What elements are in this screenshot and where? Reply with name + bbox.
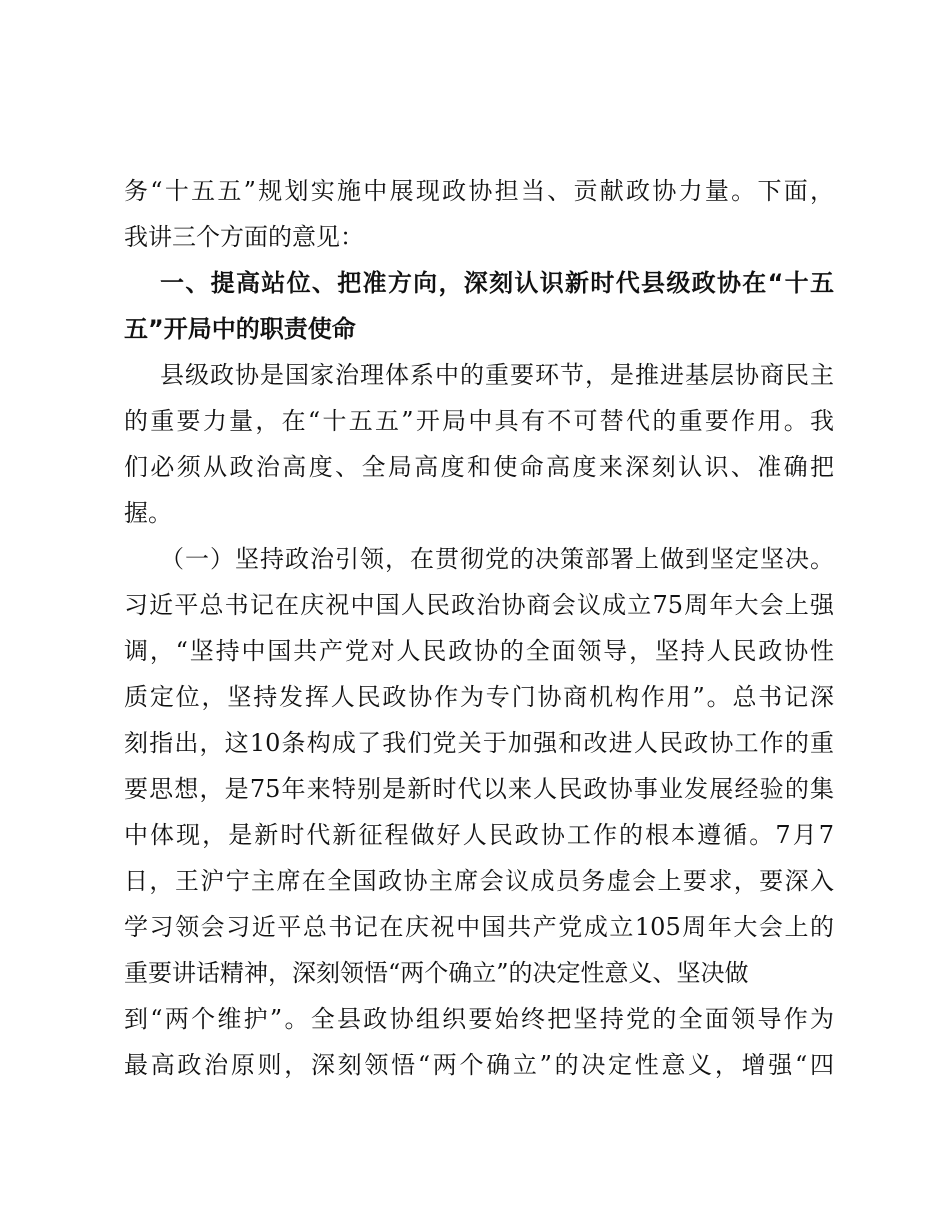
text-line: 日，王沪宁主席在全国政协主席会议成员务虚会上要求，要深入: [124, 867, 834, 895]
text-line: 们必须从政治高度、全局高度和使命高度来深刻认识、准确把: [124, 453, 834, 481]
text-line: 握。: [124, 499, 172, 527]
text-line: 中体现，是新时代新征程做好人民政协工作的根本遵循。7月7: [124, 821, 834, 849]
text-line: 质定位，坚持发挥人民政协作为专门协商机构作用”。总书记深: [124, 683, 834, 711]
text-line: 务“十五五”规划实施中展现政协担当、贡献政协力量。下面，: [124, 177, 834, 205]
text-line: 刻指出，这10条构成了我们党关于加强和改进人民政协工作的重: [124, 729, 834, 757]
text-line: 习近平总书记在庆祝中国人民政治协商会议成立75周年大会上强: [124, 591, 834, 619]
text-line: 要思想，是75年来特别是新时代以来人民政协事业发展经验的集: [124, 775, 834, 803]
text-line: （一）坚持政治引领，在贯彻党的决策部署上做到坚定坚决。: [160, 545, 834, 573]
text-line: 我讲三个方面的意见：: [124, 223, 364, 251]
text-line: 调，“坚持中国共产党对人民政协的全面领导，坚持人民政协性: [124, 637, 834, 665]
text-line: 县级政协是国家治理体系中的重要环节，是推进基层协商民主: [160, 361, 834, 389]
text-line: 到“两个维护”。全县政协组织要始终把坚持党的全面领导作为: [124, 1005, 834, 1033]
heading-line: 一、提高站位、把准方向，深刻认识新时代县级政协在“十五: [160, 269, 834, 297]
text-line: 重要讲话精神，深刻领悟“两个确立”的决定性意义、坚决做: [124, 959, 749, 987]
document-body: [124, 168, 834, 1088]
text-line: 最高政治原则，深刻领悟“两个确立”的决定性意义，增强“四: [124, 1051, 834, 1079]
text-line: 的重要力量，在“十五五”开局中具有不可替代的重要作用。我: [124, 407, 834, 435]
text-line: 学习领会习近平总书记在庆祝中国共产党成立105周年大会上的: [124, 913, 834, 941]
heading-line: 五”开局中的职责使命: [124, 315, 356, 343]
